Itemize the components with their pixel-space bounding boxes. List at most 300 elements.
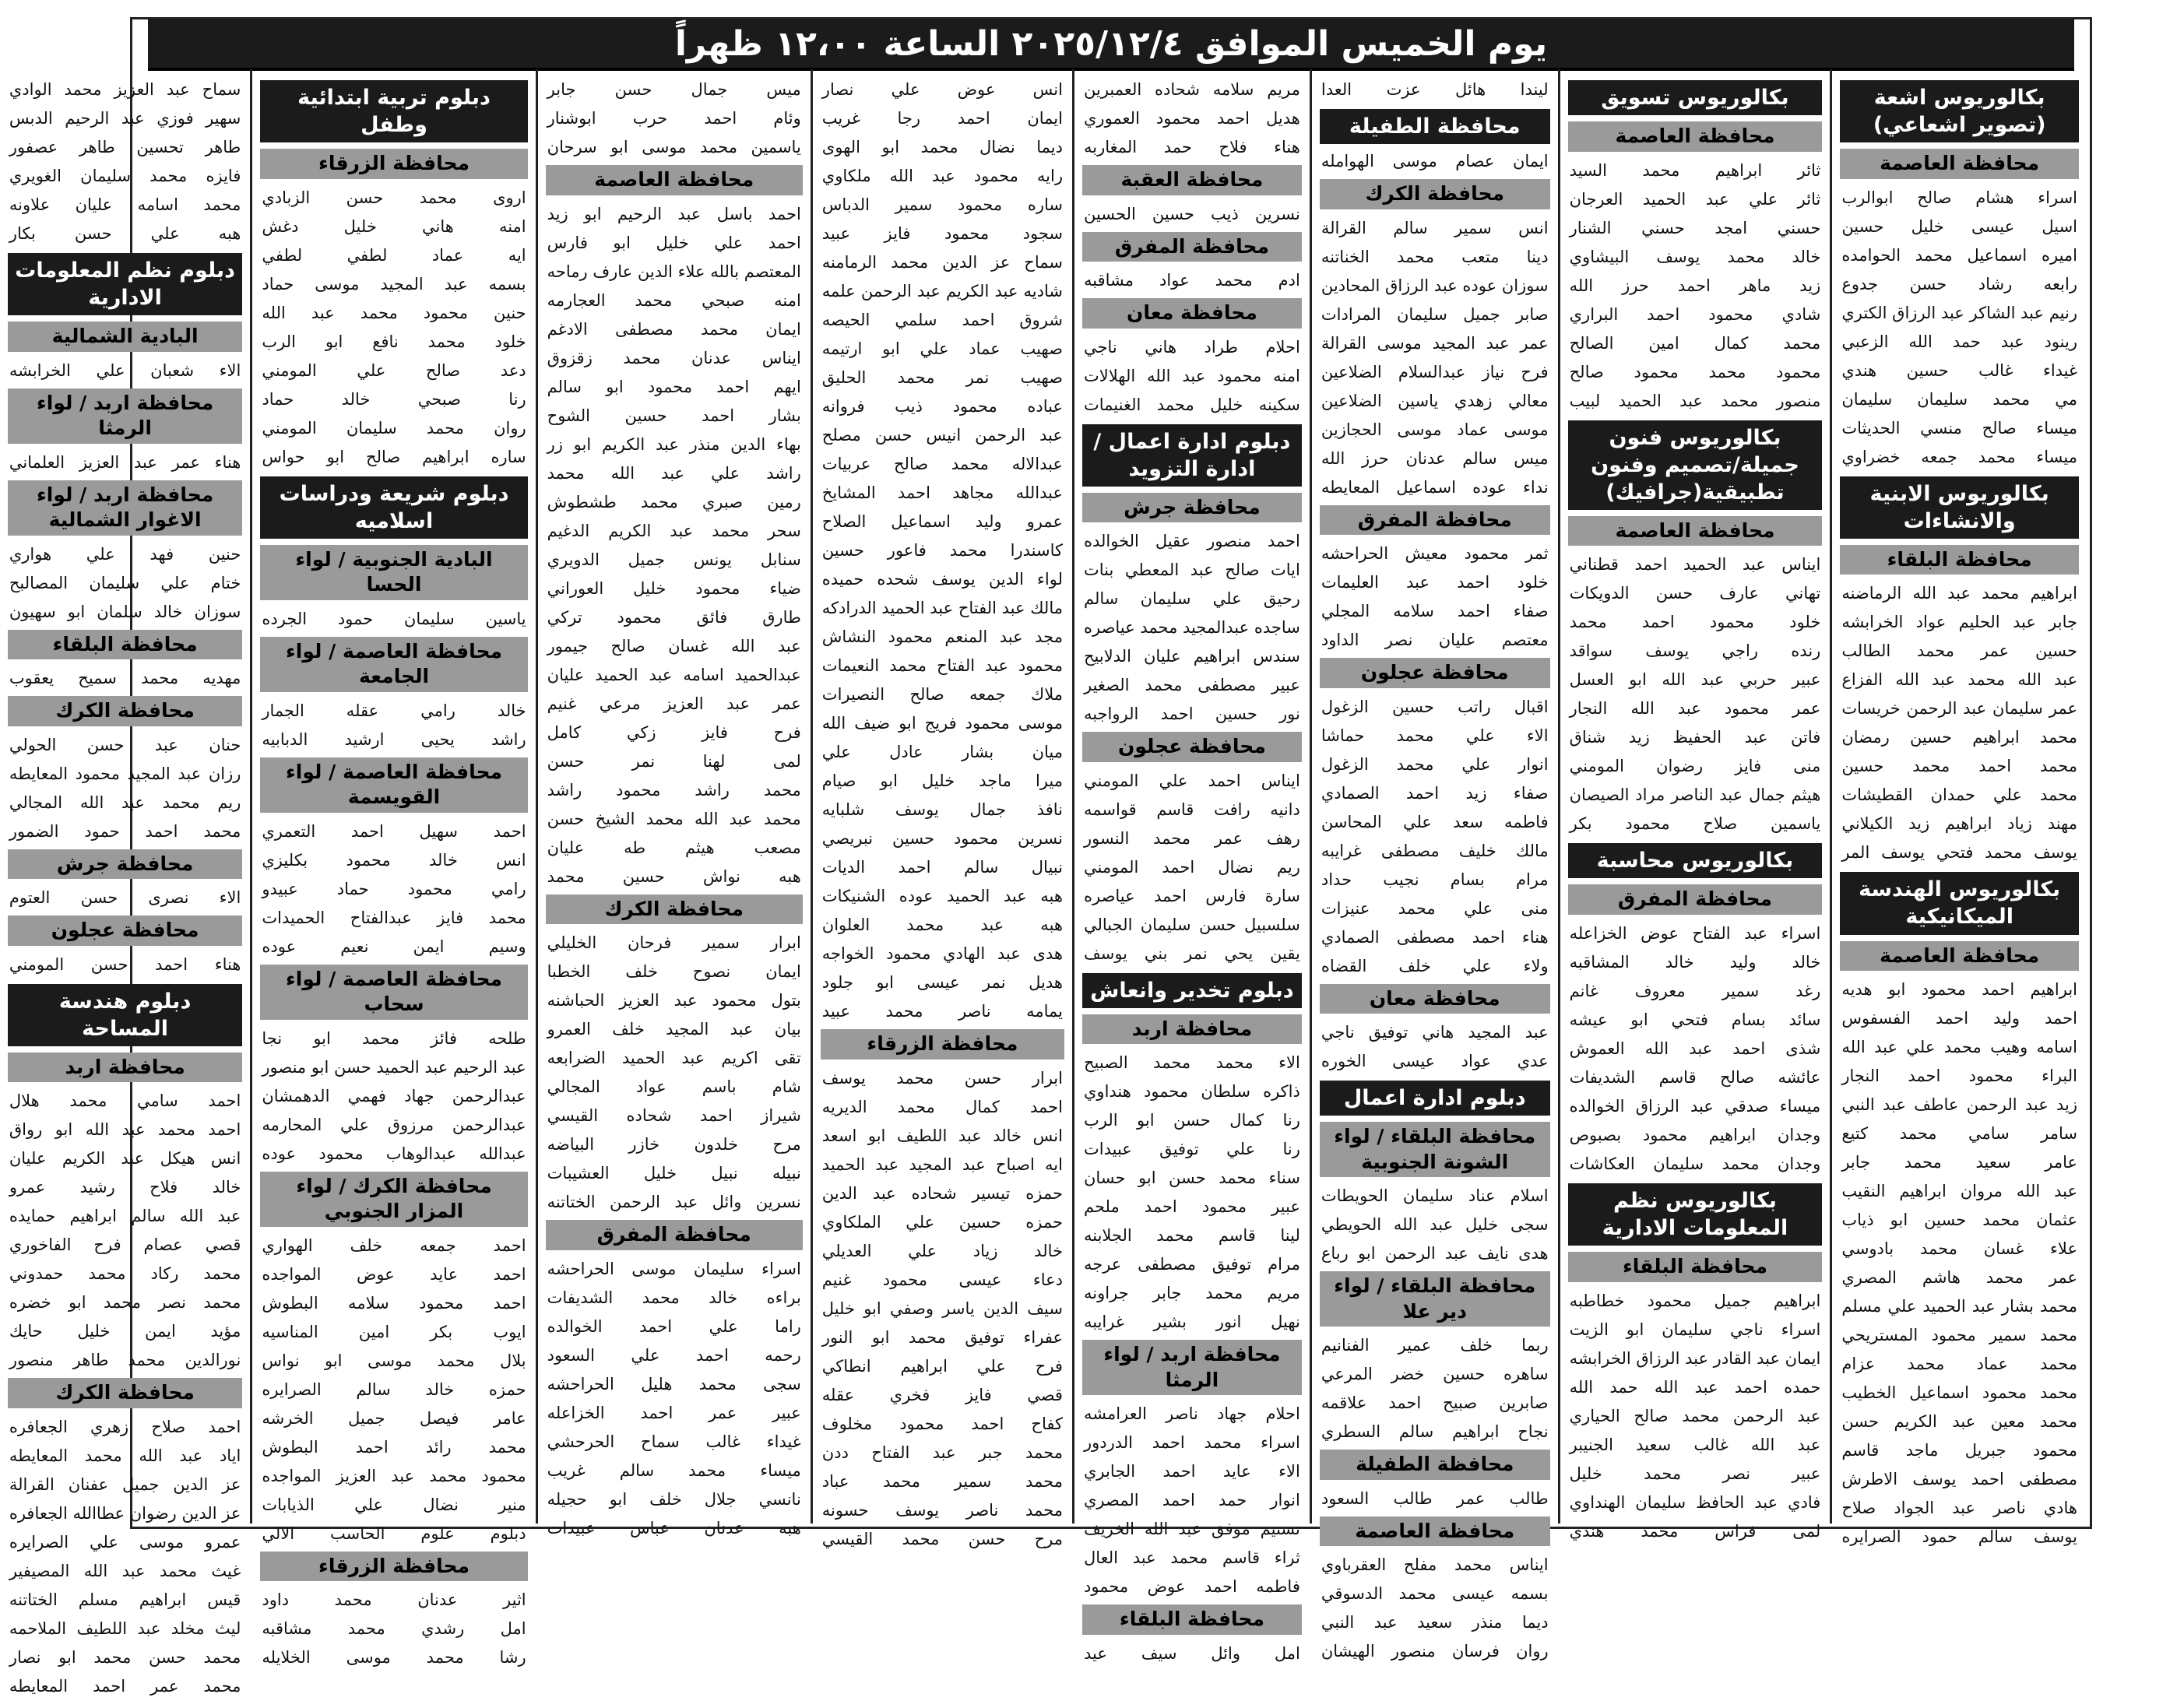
candidate-name: مؤيد ايمن خليل حايك: [9, 1322, 241, 1341]
candidate-name: اميره اسماعيل محمد الحوامده: [1841, 245, 2077, 265]
candidate-name: يقين يحي نمر بني يوسف: [1083, 944, 1300, 963]
candidate-name: محمد كمال امين الصالح: [1569, 333, 1821, 353]
candidate-name: عباده محمود ذيب فروانه: [821, 397, 1063, 416]
candidate-name: رنا صبحي خالد حماد: [262, 389, 526, 409]
region-subheading: محافظة العقبة: [1082, 165, 1302, 195]
candidate-name: نداء عوده اسماعيل المعايطه: [1321, 477, 1549, 497]
candidate-name: ساجده عبدالمجيد محمد عياصره: [1083, 618, 1300, 638]
candidate-name: عبد الله غالب سعيد الجنيبر: [1569, 1435, 1821, 1454]
candidate-name: رهف عمر محمد النسور: [1083, 828, 1300, 848]
candidate-name: عز الدين جميل عفنان القرالة: [9, 1474, 241, 1494]
candidate-name: محمد عبد الله محمد الشيخ حسن: [547, 809, 801, 828]
candidate-name: ساره ابراهيم صالح ابو حواس: [262, 447, 526, 466]
candidate-name: ايه عماد لطفي لطفي: [262, 245, 526, 265]
candidate-name: رنا كمال حسن ابو الرب: [1083, 1111, 1300, 1130]
candidate-name: دينا متعب محمد الخناتنه: [1321, 247, 1549, 266]
candidate-name: فاطمه احمد عوض محمود: [1083, 1577, 1300, 1597]
region-subheading: محافظة الطفيلة: [1320, 1450, 1550, 1480]
candidate-name: عبدالاله محمد صالح عربيات: [821, 455, 1063, 473]
candidate-name: ايناس عدنان محمد زقزوق: [547, 348, 801, 367]
candidate-name: تهاني عارف حسن الدويكات: [1569, 584, 1821, 603]
candidate-name: ثراء قاسم محمد عبد العال: [1083, 1548, 1300, 1568]
candidate-name: وسيم ايمن نعيم عوده: [262, 937, 526, 956]
candidate-name: اياد عبد الله محمد المعايطه: [9, 1446, 241, 1465]
list-column: [1072, 69, 1310, 1663]
candidate-name: هناء احمد حسن المومني: [9, 954, 241, 974]
candidate-name: الاء نصرى حسن العتوم: [9, 888, 241, 908]
candidate-name: مهند زياد ابراهيم زيد الكيلاني: [1841, 814, 2077, 834]
candidate-name: كفاح احمد محمود مخلوف: [821, 1414, 1063, 1433]
candidate-name: نور حسين احمد الرواجبه: [1083, 705, 1300, 724]
candidate-name: ولاء علي خلف القضاه: [1321, 956, 1549, 975]
candidate-name: هناء احمد مصطفى الصمادي: [1321, 927, 1549, 947]
candidate-name: روان محمد سليمان المومني: [262, 418, 526, 438]
candidate-name: وجدان ابراهيم محمود بصبوص: [1569, 1125, 1821, 1144]
candidate-name: مريم سلامه شحاده العمبرين: [1083, 80, 1300, 99]
candidate-name: طالب عمر طالب السعود: [1321, 1488, 1549, 1508]
candidate-name: مريم محمد جابر جراونه: [1083, 1284, 1300, 1303]
candidate-name: هبه علي حسن بكار: [9, 224, 241, 243]
candidate-name: فرح نياز عبدالسلام الضلاعين: [1321, 362, 1549, 381]
candidate-name: حمده احمد عبد الله حمد الله: [1569, 1377, 1821, 1397]
candidate-name: ابراهيم محمد عبد الله الرماضنه: [1841, 584, 2077, 603]
candidate-name: عبد الرحمن محمد صالح الحياري: [1569, 1406, 1821, 1425]
candidate-name: عبد الله سالم ابراهيم حمايده: [9, 1207, 241, 1226]
candidate-name: ايه اصباح عبد المجيد عبد الحميد: [821, 1155, 1063, 1174]
candidate-name: ايمان عصام موسى الهوامله: [1321, 152, 1549, 171]
candidate-name: حسين عمر محمد الطالب: [1841, 641, 2077, 661]
candidate-name: محمد راشد محمود راشد: [547, 780, 801, 800]
candidate-name: ميرا ماجد خليل ابو صيام: [821, 771, 1063, 790]
candidate-name: احمد عايد عوض المواجده: [262, 1264, 526, 1284]
program-heading: دبلوم ادارة اعمال: [1320, 1081, 1550, 1116]
candidate-name: ابرار سمير فرحان الخليلي: [547, 933, 801, 952]
candidate-name: رحمه احمد علي السعود: [547, 1345, 801, 1365]
candidate-name: تسنيم موفق عبد الله الخريف: [1083, 1520, 1300, 1539]
candidate-name: صهيب عماد علي ابو ارتيمه: [821, 339, 1063, 358]
candidate-name: محمد احمد محمد حسين: [1841, 757, 2077, 776]
candidate-name: حنين محمود محمد عبد الله: [262, 303, 526, 322]
candidate-name: نافذ جمال يوسف شلبايه: [821, 800, 1063, 819]
candidate-name: ابراهيم احمد محمود ابو هديه: [1841, 980, 2077, 1000]
candidate-name: ابرار حسن محمد يوسف: [821, 1068, 1063, 1088]
candidate-name: احمد سهيل احمد التعمري: [262, 821, 526, 841]
candidate-name: عبدالرحمن مرزوق علي المحارمه: [262, 1115, 526, 1134]
region-subheading: محافظة المفرق: [546, 1220, 803, 1250]
candidate-name: هبه عدنان عباس عبيدات: [547, 1518, 801, 1538]
candidate-name: بهاء الدين منذر عبد الكريم ابو زر: [547, 434, 801, 454]
candidate-name: امل وائل سيف عيد: [1083, 1643, 1300, 1663]
candidate-name: الاء عايد احمد الجابري: [1083, 1462, 1300, 1481]
candidate-name: هيثم جمال عبد الناصر مراد الصيصان: [1569, 785, 1821, 805]
candidate-name: دانيه رافت قاسم قواسمه: [1083, 800, 1300, 819]
candidate-name: هناء فلاح حمد المغاربه: [1083, 138, 1300, 156]
candidate-name: عبدالله مجاهد احمد المشايخ: [821, 483, 1063, 502]
candidate-name: صهيب نمر محمد الحليق: [821, 368, 1063, 387]
program-heading: دبلوم ادارة اعمال / ادارة التزويد: [1082, 424, 1302, 487]
candidate-name: نجاح ابراهيم سالم السطري: [1321, 1422, 1549, 1442]
candidate-name: موسى عماد موسى الحجازين: [1321, 420, 1549, 439]
region-subheading: محافظة الزرقاء: [260, 149, 527, 179]
region-subheading: محافظة معان: [1320, 984, 1550, 1014]
candidate-name: ميس جمال حسن جابر: [547, 80, 801, 99]
candidate-name: اروى محمد حسن الزبادي: [262, 188, 526, 207]
candidate-name: فايزه محمد سليمان الغويري: [9, 167, 241, 185]
program-heading: دبلوم هندسة المساحة: [8, 984, 243, 1046]
program-heading: بكالوريوس تسويق: [1568, 80, 1823, 115]
candidate-name: عبير حربي عبد الله ابو العسل: [1569, 670, 1821, 690]
candidate-name: محمد ناصر يوسف حسونه: [821, 1500, 1063, 1520]
candidate-name: صابرين صبيح احمد علاقمه: [1321, 1393, 1549, 1413]
candidate-name: محمد اسامه عليان علاونه: [9, 195, 241, 214]
program-heading: دبلوم نظم المعلومات الادارية: [8, 253, 243, 315]
candidate-name: احمد باسل عبد الرحيم ابو زيد: [547, 204, 801, 223]
candidate-name: براءه خالد محمد الشديفات: [547, 1288, 801, 1307]
candidate-name: مرح حسن محمد القيسي: [821, 1529, 1063, 1548]
candidate-name: مصعب هيثم طه عليان: [547, 838, 801, 857]
candidate-name: غيداء غالب حسين هندي: [1841, 360, 2077, 380]
candidate-name: سلسبيل حسن سليمان الجبالي: [1083, 915, 1300, 934]
candidate-name: عمرو موسى علي الصرايره: [9, 1532, 241, 1552]
candidate-name: دعاء عيسى محمود غنيم: [821, 1270, 1063, 1289]
candidate-name: رنده راجي يوسف سواقد: [1569, 641, 1821, 661]
candidate-name: نبيال سالم احمد الديات: [821, 858, 1063, 877]
candidate-name: الاء علي محمد حماشا: [1321, 726, 1549, 745]
candidate-name: منير نضال علي الذيابات: [262, 1495, 526, 1514]
candidate-name: عبد الله محمد عبد الله الفزاع: [1841, 670, 2077, 690]
candidate-name: ايهم احمد محمود ابو سالم: [547, 377, 801, 396]
candidate-name: يمامه ناصر محمد عبيد: [821, 1002, 1063, 1021]
candidate-name: لمى لهنا نمر حسن: [547, 751, 801, 771]
candidate-name: سجى خليل عبد الله الحويطي: [1321, 1215, 1549, 1235]
candidate-name: احمد كمال محمد الديريه: [821, 1097, 1063, 1116]
candidate-name: الاء محمد محمد الصبيح: [1083, 1053, 1300, 1073]
candidate-name: عبير مصطفى محمد الصغير: [1083, 676, 1300, 695]
candidate-name: انس خالد محمود بكليزي: [262, 850, 526, 870]
region-subheading: محافظة البلقاء: [1840, 545, 2079, 575]
candidate-name: فرح علي ابراهيم انطاكي: [821, 1356, 1063, 1376]
candidate-name: ملاك جمعه صالح النصيرات: [821, 685, 1063, 704]
candidate-name: معالي زهدي ياسين الضلاعين: [1321, 391, 1549, 410]
candidate-name: ضياء محمود خليل العوراني: [547, 578, 801, 598]
candidate-name: طارق فائق محمود تركي: [547, 607, 801, 627]
candidate-name: ميساء محمد جمعه خضراوي: [1841, 447, 2077, 466]
candidate-name: عبد الرحمن انيس حسن مصلح: [821, 426, 1063, 445]
candidate-name: احمد علي خليل ابو فارس: [547, 233, 801, 252]
region-subheading: محافظة الكرك / لواء المزار الجنوبي: [260, 1172, 527, 1227]
list-column: [1830, 69, 2087, 1547]
candidate-name: خالد محمد يوسف البيشاوي: [1569, 247, 1821, 266]
candidate-name: محمد احمد حمود الضمور: [9, 821, 241, 841]
candidate-name: عمر محمود عبد الله النجار: [1569, 699, 1821, 719]
region-subheading: محافظة المفرق: [1568, 884, 1823, 915]
candidate-name: مرح خلدون خازر البياضه: [547, 1135, 801, 1154]
region-subheading: محافظة عجلون: [8, 916, 243, 946]
candidate-name: انوار علي محمد الزغول: [1321, 754, 1549, 774]
candidate-name: اسراء سليمان موسى الحراحشه: [547, 1259, 801, 1278]
candidate-name: امل رشدي محمد مشاقبه: [262, 1619, 526, 1639]
region-subheading: محافظة البلقاء: [1568, 1252, 1823, 1282]
candidate-name: عفراء توفيق محمد ابو النور: [821, 1327, 1063, 1347]
candidate-name: رايه محمود عبد الله ملكاوي: [821, 167, 1063, 185]
candidate-name: نسرين ذيب حسين الحسين: [1083, 204, 1300, 223]
candidate-name: احمد محمود سلامه البطوش: [262, 1293, 526, 1313]
candidate-name: مرام بسام نجيب حداد: [1321, 870, 1549, 889]
candidate-name: ريم نضال احمد المومني: [1083, 857, 1300, 877]
candidate-name: اسراء محمد احمد الدردور: [1083, 1433, 1300, 1453]
candidate-name: زيد عبد الرحمن عاطف عبد النبي: [1841, 1095, 2077, 1115]
candidate-name: سيف الدين ياسر وصفي ابو خليل: [821, 1299, 1063, 1318]
program-heading: دبلوم شريعة ودراسات اسلاميه: [260, 476, 527, 539]
candidate-name: خلود احمد عبد العليمات: [1321, 573, 1549, 592]
candidate-name: سائد بسام فتحي ابو عيشه: [1569, 1010, 1821, 1029]
region-subheading: محافظة البلقاء / لواء دير علا: [1320, 1271, 1550, 1327]
candidate-name: سجى محمد هليل الحراحشه: [547, 1374, 801, 1393]
candidate-name: شاديه عبد الكريم عبد الرحمن علمه: [821, 282, 1063, 300]
candidate-name: محمد علي حمدان القطيشات: [1841, 785, 2077, 805]
candidate-name: حمزه خالد سالم الصرايره: [262, 1379, 526, 1399]
candidate-name: اثير عدنان محمد داود: [262, 1590, 526, 1610]
candidate-name: فادي عبد الحافظ سليمان الهنداوي: [1569, 1492, 1821, 1512]
candidate-name: بسمه عيسى محمد الدسوقي: [1321, 1584, 1549, 1604]
candidate-name: حنين فهد علي هواري: [9, 544, 241, 564]
candidate-name: يوسف محمد فتحي يوسف المر: [1841, 843, 2077, 863]
candidate-name: منى فايز رضوان المومني: [1569, 757, 1821, 776]
region-subheading: محافظة اربد / لواء الرمثا: [1082, 1340, 1302, 1395]
candidate-name: مي محمد سليمان سليمان: [1841, 389, 2077, 409]
candidate-name: راما علي احمد الخوالده: [547, 1316, 801, 1336]
candidate-name: محمود محمد عبد العزيز المواجده: [262, 1466, 526, 1485]
candidate-name: بشار احمد حسين الشوح: [547, 406, 801, 425]
region-subheading: محافظة الكرك: [8, 696, 243, 726]
candidate-name: عبد الله غسان صالح جيمور: [547, 636, 801, 655]
candidate-name: ميس سالم عدنان حرز الله: [1321, 448, 1549, 468]
candidate-name: اسامه وهيب محمد علي عبد الله: [1841, 1038, 2077, 1057]
candidate-name: عبد الرحيم عبد الحميد حسن ابو منصور: [262, 1057, 526, 1077]
candidate-name: نسرين وائل عبد الرحمن الختاتنه: [547, 1193, 801, 1211]
candidate-name: ميساء صدقي عبد الرزاق الخوالده: [1569, 1096, 1821, 1116]
candidate-name: ايناس احمد علي المومني: [1083, 771, 1300, 790]
candidate-name: عمر عبد العزيز مرعي غنيم: [547, 694, 801, 713]
candidate-name: سنابل يونس جميل الدويري: [547, 550, 801, 569]
region-subheading: محافظة الزرقاء: [260, 1552, 527, 1582]
candidate-name: عبدالله عبدالوهاب محمود عوده: [262, 1144, 526, 1163]
candidate-name: ايناس محمد مفلح العقرباوي: [1321, 1555, 1549, 1575]
candidate-name: ثمر محمود معيش الحراحشه: [1321, 544, 1549, 564]
program-heading: بكالوريوس فنون جميلة/تصميم وفنون تطبيقية(جرافيك): [1568, 420, 1823, 510]
candidate-name: وئام احمد حرب ابوشنار: [547, 109, 801, 128]
candidate-name: احمد محمد عبد الله ابو رواق: [9, 1120, 241, 1140]
candidate-name: غيث محمد عبد الله المصيفير: [9, 1561, 241, 1580]
candidate-name: رشا محمد موسى الخلايله: [262, 1648, 526, 1668]
region-subheading: محافظة البلقاء: [1082, 1604, 1302, 1635]
candidate-name: صابر جميل سليمان المرادات: [1321, 304, 1549, 324]
candidate-name: عبدالحميد اسامه عبد الحميد عليان: [547, 665, 801, 684]
candidate-name: محمد ركاد محمد حمدوني: [9, 1264, 241, 1284]
candidate-name: ابراهيم جميل محمود خطاطبه: [1569, 1291, 1821, 1310]
region-subheading: محافظة الزرقاء: [821, 1029, 1064, 1060]
candidate-name: انس هيكل عبد الكريم عليان: [9, 1149, 241, 1169]
candidate-name: كاسندرا محمد فاعور حسين: [821, 541, 1063, 560]
region-subheading: محافظة العاصمة: [1840, 941, 2079, 972]
candidate-name: ليث مخلد عبد اللطيف الملاحمه: [9, 1618, 241, 1638]
candidate-name: ميساء صالح منسي الحديثات: [1841, 418, 2077, 438]
candidate-name: لمى فراس محمد هندي: [1569, 1521, 1821, 1541]
candidate-name: المعتصم بالله علاء الدين عارف رماحه: [547, 262, 801, 281]
candidate-name: هادي ناصر عبد الجواد صلاح: [1841, 1499, 2077, 1518]
candidate-name: محمد عمر احمد المعايطه: [9, 1676, 241, 1696]
candidate-name: عبد المجيد هاني توفيق ناجي: [1321, 1023, 1549, 1042]
candidate-name: ايمان عبد القادر عبد الرزاق الخرابشه: [1569, 1348, 1821, 1368]
candidate-name: محمود محمد محمود صالح: [1569, 362, 1821, 381]
region-subheading: محافظة معان: [1082, 298, 1302, 329]
candidate-name: هبه عبد محمد العلوان: [821, 916, 1063, 934]
candidate-name: اسلام عناد سليمان الحويطات: [1321, 1186, 1549, 1206]
candidate-name: لينا قاسم محمد الجلابنه: [1083, 1226, 1300, 1246]
candidate-name: عمرو وليد اسماعيل الصلاح: [821, 512, 1063, 531]
candidate-name: اسيل عيسى خليل حسين: [1841, 216, 2077, 236]
region-subheading: محافظة العاصمة: [1840, 149, 2079, 179]
candidate-name: ايمان محمد مصطفى الادغم: [547, 319, 801, 339]
region-subheading: البادية الجنوبية / لواء الحسا: [260, 545, 527, 600]
region-subheading: محافظة اربد: [8, 1053, 243, 1083]
candidate-name: عامر فيصل جميل الخرشه: [262, 1408, 526, 1428]
candidate-name: ثائر ابراهيم محمد السيد: [1569, 160, 1821, 180]
candidate-name: ياسين سليمان حمود الجرده: [262, 609, 526, 628]
candidate-name: بتول محمود عبد العزيز الحباشنه: [547, 991, 801, 1010]
candidate-name: دبلوم علوم الحاسب الالي: [262, 1524, 526, 1543]
candidate-name: اقبال راتب حسين الزغول: [1321, 697, 1549, 716]
candidate-name: محمد سمير محمود المستريحي: [1841, 1326, 2077, 1345]
region-subheading: محافظة العاصمة: [546, 165, 803, 195]
region-subheading: محافظة الكرك: [546, 894, 803, 925]
candidate-name: ساهره حسين خضر المرعي: [1321, 1365, 1549, 1384]
candidate-name: ختام علي سليمان المصالبح: [9, 573, 241, 592]
candidate-name: رابعه رشاد حسن جدوع: [1841, 274, 2077, 293]
candidate-name: ريم محمد عبد الله المجالي: [9, 793, 241, 812]
candidate-name: محمد بشار عبد الحميد علي مسلم: [1841, 1297, 2077, 1316]
candidate-name: انس خالد عبد اللطيف ابو اسعد: [821, 1126, 1063, 1145]
candidate-name: منصور محمد عبد الحميد لبيب: [1569, 391, 1821, 410]
candidate-name: محمود عبد الفتاح محمد النعيمات: [821, 656, 1063, 675]
program-heading: بكالوريوس اشعة (تصوير اشعاعي): [1840, 80, 2079, 142]
candidate-name: نهيل انور بشير غرايبه: [1083, 1313, 1300, 1332]
candidate-name: ايناس عبد الحميد احمد قطناني: [1569, 555, 1821, 575]
candidate-name: روان فرسان منصور الهيشان: [1321, 1642, 1549, 1661]
candidate-name: تقى اكريم عبد الحميد الضرابعه: [547, 1049, 801, 1067]
candidate-name: جابر عبد الحليم عواد الخرابشه: [1841, 613, 2077, 632]
candidate-name: الاء شعبان علي الخرابشه: [9, 360, 241, 380]
region-subheading: محافظة المفرق: [1320, 505, 1550, 536]
candidate-name: منى علي محمد عنيزات: [1321, 898, 1549, 918]
candidate-name: امنه هاني خليل دغش: [262, 216, 526, 236]
candidate-name: البراء محمود احمد النجار: [1841, 1067, 2077, 1086]
candidate-name: امنه صبحي محمد العجارمه: [547, 290, 801, 310]
candidate-name: احمد وليد احمد الفسفوس: [1841, 1009, 2077, 1028]
candidate-name: ايمان نصوح خلف الخطبا: [547, 962, 801, 981]
candidate-name: اسراء عبد الفتاح عوض الخزاعله: [1569, 923, 1821, 943]
region-subheading: محافظة عجلون: [1082, 732, 1302, 762]
candidate-name: علاء غسان محمد بادوسي: [1841, 1239, 2077, 1259]
candidate-name: بسمه عبد المجيد موسى حماد: [262, 274, 526, 293]
candidate-name: سامر سامي محمد كتيع: [1841, 1124, 2077, 1144]
region-subheading: محافظة العاصمة: [1320, 1516, 1550, 1547]
candidate-name: فاطمه سعد علي المحاسن: [1321, 812, 1549, 831]
region-subheading: محافظة جرش: [8, 849, 243, 880]
candidate-name: احلام طراد هاني ناجي: [1083, 337, 1300, 357]
candidate-name: نورالدين محمد طاهر منصور: [9, 1351, 241, 1370]
candidate-name: رحيق علي سليمان سالم: [1083, 589, 1300, 609]
region-subheading: محافظة العاصمة / لواء سحاب: [260, 965, 527, 1020]
candidate-name: انس عوض علي نصار: [821, 80, 1063, 99]
candidate-name: احمد سامي محمد هلال: [9, 1091, 241, 1111]
candidate-name: ايات صالح عبد المعطي بنات: [1083, 561, 1300, 580]
candidate-name: نانسي جلال خلف ابو حجيله: [547, 1489, 801, 1509]
candidate-name: ليندا هائل عزت العدا: [1321, 80, 1549, 99]
candidate-name: سماح عبد العزيز محمد الوادي: [9, 80, 241, 99]
candidate-name: سهير فوزي عبد الرحيم الدبس: [9, 109, 241, 128]
list-column: [1558, 69, 1831, 1541]
candidate-name: ديما منذر سعيد عبد النبي: [1321, 1613, 1549, 1632]
region-subheading: محافظة العاصمة: [1568, 516, 1823, 546]
candidate-name: عامر سعيد محمد جابر: [1841, 1153, 2077, 1172]
candidate-name: عبد الله مروان ابراهيم النقيب: [1841, 1182, 2077, 1201]
candidate-name: محمد جبر عبد الفتاح ددن: [821, 1443, 1063, 1462]
candidate-name: ساره محمود سمير الدباس: [821, 195, 1063, 214]
candidate-name: محمد حسن محمد ابو نصار: [9, 1647, 241, 1667]
candidate-name: نبيله نبيل خليل العشيبات: [547, 1164, 801, 1183]
candidate-name: هبه نواش حسين محمد: [547, 866, 801, 886]
candidate-name: اسراء هشام صالح ابوالرب: [1841, 188, 2077, 207]
region-subheading: محافظة العاصمة / لواء الجامعة: [260, 637, 527, 692]
region-subheading: محافظة اربد / لواء الرمثا: [8, 388, 243, 444]
candidate-name: سحر محمد عبد الكريم الدغيم: [547, 521, 801, 540]
candidate-name: شذى احمد عبد الله العموش: [1569, 1039, 1821, 1058]
candidate-name: ادم محمد عواد مشاقبه: [1083, 271, 1300, 290]
candidate-name: ايمان احمد رجا غريب: [821, 109, 1063, 128]
candidate-name: عدي عواد عيسى الخوره: [1321, 1052, 1549, 1071]
candidate-name: فاتن عبد الحفيظ زيد شناق: [1569, 728, 1821, 747]
candidate-name: شادي محمود احمد البراري: [1569, 304, 1821, 324]
region-subheading: البادية الشمالية: [8, 322, 243, 352]
candidate-name: سكينه خليل محمد الغنيمات: [1083, 395, 1300, 414]
candidate-name: زيد ماهر احمد حرز الله: [1569, 276, 1821, 295]
candidate-name: طاهر تحسين طاهر عصفور: [9, 138, 241, 156]
region-subheading: محافظة جرش: [1082, 493, 1302, 523]
candidate-name: محمد ابراهيم حسين رمضان: [1841, 728, 2077, 747]
candidate-name: هدى نايف عبد الرحمن ابو رباع: [1321, 1244, 1549, 1263]
candidate-name: انس سمير سالم القرالة: [1321, 218, 1549, 237]
candidate-name: مالك عبد الفتاح عبد الحميد الدرادكه: [821, 599, 1063, 617]
candidate-name: شيراز احمد شحاده القيسي: [547, 1106, 801, 1125]
candidate-name: خلود محمد نافع ابو الرب: [262, 332, 526, 351]
candidate-name: احمد جمعه خلف الهواري: [262, 1235, 526, 1255]
candidate-name: هديل نمر عيسى ابو جلود: [821, 973, 1063, 992]
candidate-name: احمد منصور عقيل الخوالده: [1083, 532, 1300, 551]
region-subheading: محافظة العاصمة: [1568, 121, 1823, 152]
region-subheading: محافظة البلقاء: [8, 630, 243, 660]
candidate-name: قصي عصام فرح الفاخوري: [9, 1235, 241, 1255]
date-time-banner: يوم الخميس الموافق ٢٠٢٥/١٢/٤ الساعة ١٢،٠٠ ظهراً: [148, 19, 2074, 71]
program-heading: بكالوريوس الابنية والانشاءات: [1840, 476, 2079, 539]
candidate-name: وجدان محمد سليمان العكاشات: [1569, 1154, 1821, 1173]
candidate-name: لواء الدين يوسف شحده حميده: [821, 570, 1063, 589]
candidate-name: محمد رائد احمد البطوش: [262, 1437, 526, 1457]
list-column: [811, 69, 1072, 1548]
candidate-name: سوزان عوده عبد الرزاق المحادين: [1321, 276, 1549, 295]
candidate-name: عز الدين رضوان عطاالله الجعافره: [9, 1503, 241, 1523]
candidate-name: ديما نضال محمد ابو الهوى: [821, 138, 1063, 156]
